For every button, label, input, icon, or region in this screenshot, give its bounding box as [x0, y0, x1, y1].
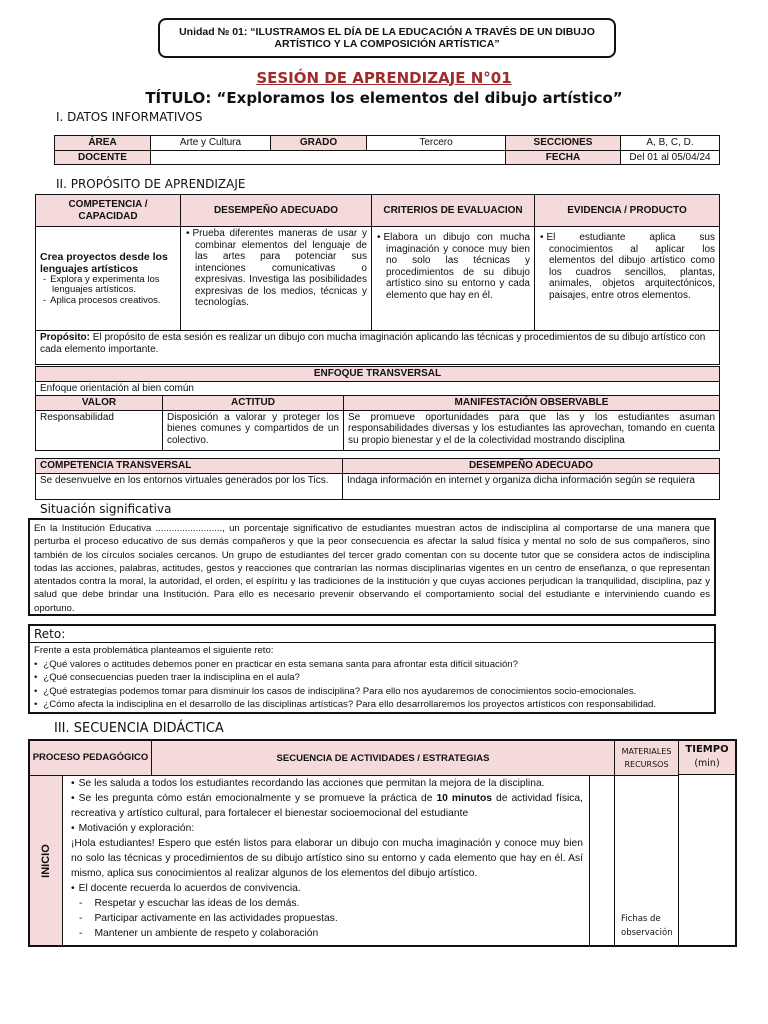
datos-table [54, 135, 720, 165]
proposito-table [35, 194, 720, 365]
blank-column [590, 776, 615, 945]
inicio-item: • Motivación y exploración: [71, 821, 583, 836]
comp-trans-label: COMPETENCIA TRANSVERSAL [36, 459, 343, 474]
inicio-item-2-rest: de actividad física, recreativa y artístico cultural, para fortalecer el bienestar socioemocional del estudiante [71, 793, 583, 819]
desempeno-text: • Prueba diferentes maneras de usar y combinar elementos del lenguaje de las artes para potenciar sus intenciones comunicativas o expresivas. Investiga las posibilidades expresivas de los medios, técnicas y tecnologías. [195, 228, 367, 309]
reto-body [30, 643, 714, 713]
inicio-cell [30, 776, 63, 945]
enfoque-table [35, 366, 720, 451]
proposito-row [36, 331, 720, 365]
criterio-cell [372, 227, 535, 331]
col-evidencia: EVIDENCIA / PRODUCTO [535, 195, 720, 227]
acuerdo-item: - Mantener un ambiente de respeto y colaboración [71, 926, 583, 941]
col-desempeno: DESEMPEÑO ADECUADO [181, 195, 372, 227]
secciones-value: A, B, C, D. [621, 136, 720, 151]
col-criterios: CRITERIOS DE EVALUACION [372, 195, 535, 227]
manifestacion-value: Se promueve oportunidades para que las y los estudiantes asuman responsabilidades diversas y los estudiantes las aprovechan, tomando en cuenta su propio bienestar y el de la colectividad mostrando disciplina [344, 410, 720, 450]
inicio-label: INICIO [40, 843, 52, 878]
lesson-title: TÍTULO: “Exploramos los elementos del dibujo artístico” [145, 89, 623, 107]
grado-label: GRADO [271, 136, 367, 151]
comp-trans-value: Se desenvuelve en los entornos virtuales generados por los Tics. [36, 473, 343, 499]
actitud-value: Disposición a valorar y proteger los bienes comunes y compartidos de un colectivo. [163, 410, 344, 450]
desempeno-cell [181, 227, 372, 331]
situacion-text: En la Institución Educativa ........................., un porcentaje significativo de estudiantes muestran actos de indisciplina al comportarse de una manera que perturba el proceso educativo de sus demás compañeros y que la peor consecuencia es afectar la salud física y mental no solo de sus compañeros, sino también de los círculos sociales cercanos. Un grupo de estudiantes del tercer grado comentan con su docente tutor que se considera actos de indisciplina todas las acciones, palabras, actitudes, gestos y reacciones que contrarían las normas disciplinarias vigentes en un centro de enseñanza, o que representan atentados contra la moral, la autoridad, el orden, el espíritu y las tradiciones de la institución y que cuyas acciones perjudican la tranquilidad, disciplina, paz y salud que debe brindar una Institución. Para ello es necesario prevenir observando el comportamiento social del estudiante e interviniendo cuando es oportuno. [34, 523, 710, 614]
area-label: ÁREA [55, 136, 151, 151]
inicio-paragraph: ¡Hola estudiantes! Espero que estén listos para elaborar un dibujo con mucha imaginación y conoce muy bien no solo las técnicas y procedimientos de su dibujo artístico sino su entorno y cada elemento que hay en él. Así mismo, aplica sus conocimientos al realizar algunos de los elementos del dibujo artístico. [71, 838, 583, 879]
reto-label: Reto: [30, 626, 714, 643]
unit-title-line-2: ARTÍSTICO Y LA COMPOSICIÓN ARTÍSTICA” [274, 38, 500, 50]
docente-value [151, 150, 506, 165]
reto-item: • ¿Qué consecuencias pueden traer la indisciplina en el aula? [34, 671, 710, 685]
acuerdo-item: - Participar activamente en las actividades propuestas. [71, 911, 583, 926]
inicio-item: • Se les saluda a todos los estudiantes recordando las acciones que permitan la mejora de la disciplina. [71, 776, 583, 791]
reto-item: • ¿Qué estrategias podemos tomar para disminuir los casos de indisciplina? Para ello nos ayudaremos de conocimientos socio-emocionales. [34, 685, 710, 699]
unit-title-box [158, 18, 616, 58]
enfoque-orientacion: Enfoque orientación al bien común [36, 381, 720, 396]
area-value: Arte y Cultura [151, 136, 271, 151]
proposito-label: Propósito: [40, 332, 90, 343]
acuerdo-item: - Respetar y escuchar las ideas de los demás. [71, 896, 583, 911]
evidencia-cell [535, 227, 720, 331]
capacidad-item: - Aplica procesos creativos. [52, 296, 176, 307]
col-competencia: COMPETENCIA / CAPACIDAD [36, 195, 181, 227]
section-heading-proposito: II. PROPÓSITO DE APRENDIZAJE [56, 177, 246, 191]
unit-title-line-1: Unidad № 01: “ILUSTRAMOS EL DÍA DE LA EDUCACIÓN A TRAVÉS DE UN DIBUJO [179, 26, 595, 38]
materiales-value: Fichas de observación [621, 914, 673, 938]
manifestacion-label: MANIFESTACIÓN OBSERVABLE [344, 396, 720, 411]
situacion-box [28, 518, 716, 616]
inicio-item: • El docente recuerda lo acuerdos de convivencia. [71, 881, 583, 896]
secciones-label: SECCIONES [506, 136, 621, 151]
competencia-text: Crea proyectos desde los lenguajes artísticos [40, 250, 168, 275]
col-tiempo [679, 741, 735, 775]
inicio-activities [63, 776, 590, 945]
inicio-item-2 [71, 791, 583, 821]
competencia-transversal-table [35, 458, 720, 500]
enfoque-title: ENFOQUE TRANSVERSAL [36, 367, 720, 382]
secuencia-heading: III. SECUENCIA DIDÁCTICA [54, 721, 224, 736]
valor-label: VALOR [36, 396, 163, 411]
reto-intro: Frente a esta problemática planteamos el siguiente reto: [34, 645, 274, 656]
fecha-label: FECHA [506, 150, 621, 165]
col-actividades: SECUENCIA DE ACTIVIDADES / ESTRATEGIAS [152, 741, 615, 776]
competencia-cell [36, 227, 181, 331]
col-proceso: PROCESO PEDAGÓGICO [30, 741, 152, 776]
session-title: SESIÓN DE APRENDIZAJE N°01 [256, 69, 512, 87]
fecha-value: Del 01 al 05/04/24 [621, 150, 720, 165]
valor-value: Responsabilidad [36, 410, 163, 450]
docente-label: DOCENTE [55, 150, 151, 165]
col-materiales: MATERIALES RECURSOS [615, 741, 679, 776]
actitud-label: ACTITUD [163, 396, 344, 411]
capacidad-item: - Explora y experimenta los lenguajes artísticos. [52, 275, 176, 296]
section-heading-datos: I. DATOS INFORMATIVOS [56, 110, 203, 124]
inicio-item-2-text: Se les pregunta cómo están emocionalmente y se promueve la práctica de [78, 793, 437, 804]
desempeno-trans-value: Indaga información en internet y organiza dicha información según se requiera [343, 473, 720, 499]
desempeno-trans-label: DESEMPEÑO ADECUADO [343, 459, 720, 474]
col-tiempo-label: TIEMPO [685, 744, 729, 755]
capacidades-list [40, 275, 176, 307]
reto-item: • ¿Cómo afecta la indisciplina en el desarrollo de las disciplinas artísticas? Para ello desarrollaremos los proyectos artísticos con responsabilidad. [34, 698, 710, 712]
situacion-heading: Situación significativa [40, 502, 172, 516]
grado-value: Tercero [367, 136, 506, 151]
col-tiempo-unit: (min) [694, 758, 720, 769]
secuencia-table [28, 739, 737, 947]
proposito-text: El propósito de esta sesión es realizar un dibujo con mucha imaginación aplicando las técnicas y procedimientos de su dibujo artístico con cada elemento importante. [40, 332, 706, 355]
reto-box [28, 624, 716, 714]
criterio-text: • Elabora un dibujo con mucha imaginación y conoce muy bien no solo las técnicas y procedimientos de su dibujo artístico sino su entorno y cada elemento que hay en él. [386, 232, 530, 301]
reto-item: • ¿Qué valores o actitudes debemos poner en practicar en esta semana santa para afrontar esta difícil situación? [34, 658, 710, 672]
materiales-cell [615, 776, 679, 945]
evidencia-text: • El estudiante aplica sus conocimientos al aplicar los elementos del dibujo artístico como los cuadros sencillos, plantas, animales, objetos arquitectónicos, paisajes, entre otros elementos. [549, 232, 715, 301]
inicio-item-2-bold: 10 minutos [436, 793, 492, 804]
